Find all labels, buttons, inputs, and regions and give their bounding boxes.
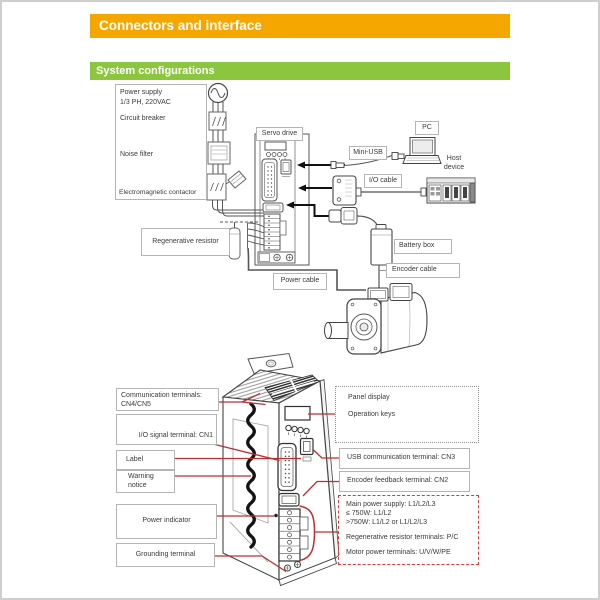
contactor-label: Electromagnetic contactor	[119, 189, 197, 196]
panel-keys-label-box	[335, 386, 479, 443]
power-terminals-label-box	[338, 495, 479, 565]
usb-terminal-label: USB communication terminal: CN3	[339, 448, 470, 469]
battery-box-label: Battery box	[394, 239, 452, 254]
circuit-breaker-label: Circuit breaker	[120, 115, 166, 122]
servo-drive-3d-illustration	[223, 354, 339, 586]
panel-display-label: Panel display	[348, 394, 390, 401]
comm-terminals-label: Communication terminals: CN4/CN5	[116, 388, 219, 411]
encoder-battery-path	[329, 208, 392, 290]
host-plc-icon	[427, 178, 475, 203]
cn2-connector	[279, 494, 299, 507]
cn1-connector	[278, 444, 296, 491]
power-supply-spec-label: 1/3 PH, 220VAC	[120, 99, 171, 106]
main-power-le750-label: ≤ 750W: L1/L2	[346, 510, 392, 517]
servo-drive-label: Servo drive	[256, 127, 303, 141]
encoder-cable-label: Encoder cable	[386, 263, 460, 278]
regen-terminals-label: Regenerative resistor terminals: P/C	[346, 534, 459, 541]
operation-keys-label: Operation keys	[348, 411, 396, 418]
power-line-components	[207, 102, 246, 200]
io-cable-label: I/O cable	[364, 174, 402, 188]
section-title: System configurations	[90, 62, 510, 80]
main-power-gt750-label: >750W: L1/L2 or L1/L2/L3	[346, 519, 428, 526]
panel-display-window	[285, 407, 310, 421]
noise-filter-label: Noise filter	[120, 151, 154, 158]
laptop-icon	[403, 138, 441, 164]
motor-terminals-label: Motor power terminals: U/V/W/PE	[346, 549, 451, 556]
host-device-label: Host device	[443, 155, 465, 171]
servo-motor-illustration	[325, 284, 428, 355]
battery-box-icon	[371, 225, 392, 266]
io-cable-and-plc	[333, 176, 475, 205]
diagram-artwork	[2, 2, 600, 600]
ac-source-illustration	[209, 84, 228, 103]
encoder-terminal-label: Encoder feedback terminal: CN2	[339, 471, 470, 492]
warning-notice-label: Warning notice	[116, 470, 175, 493]
label-sticker-label: Label	[116, 450, 175, 470]
power-cable-label: Power cable	[273, 273, 327, 290]
power-indicator-label: Power indicator	[116, 504, 217, 539]
io-signal-label: I/O signal terminal: CN1	[116, 414, 217, 445]
pc-label: PC	[415, 121, 439, 135]
power-led	[274, 514, 278, 518]
page-title: Connectors and interface	[90, 14, 510, 38]
supply-chain-labels-box	[115, 84, 207, 200]
regenerative-resistor-label: Regenerative resistor	[141, 228, 230, 256]
power-supply-label: Power supply	[120, 89, 163, 96]
grounding-terminal-label: Grounding terminal	[116, 543, 215, 567]
mini-usb-label: Mini-USB	[349, 146, 387, 160]
main-power-label: Main power supply: L1/L2/L3	[346, 501, 436, 508]
